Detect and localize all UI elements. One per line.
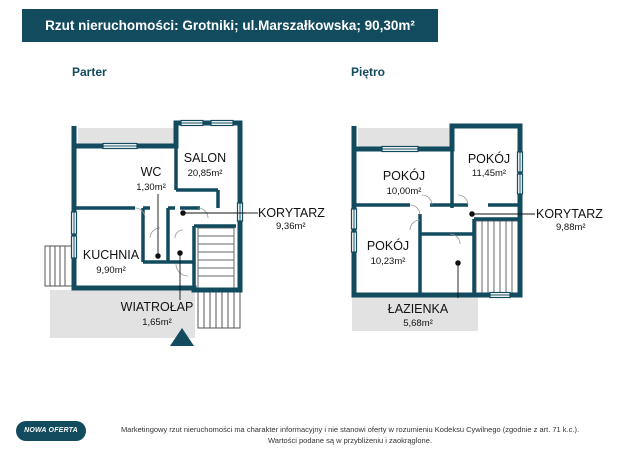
disclaimer-line-1: Marketingowy rzut nieruchomości ma charakter informacyjny i nie stanowi oferty w rozumieniu Kodeksu Cywilnego (zgodnie z art. 71 k.c.). bbox=[120, 425, 580, 434]
side-stairs bbox=[45, 246, 72, 286]
nowa-oferta-logo bbox=[16, 421, 86, 441]
upper-stairs bbox=[476, 221, 518, 293]
room-pokoj2-area: 11,45m² bbox=[471, 168, 507, 179]
room-salon-name: SALON bbox=[183, 151, 227, 165]
entrance-stairs bbox=[198, 290, 240, 328]
upper-floor-plan bbox=[352, 126, 604, 331]
ground-floor-heading: Parter bbox=[72, 65, 107, 79]
interior-stairs bbox=[198, 228, 234, 288]
room-salon-area: 20,85m² bbox=[187, 168, 223, 179]
terrace-top bbox=[78, 128, 176, 144]
room-pokoj3-name: POKÓJ bbox=[366, 239, 410, 253]
room-korytarz-upper-area: 9,88m² bbox=[556, 222, 586, 233]
room-wiatrolap-area: 1,65m² bbox=[142, 317, 172, 328]
room-korytarz-ground-name: KORYTARZ bbox=[258, 206, 325, 220]
room-wc-area: 1,30m² bbox=[136, 182, 166, 193]
room-wiatrolap-name: WIATROŁAP bbox=[120, 300, 194, 314]
room-korytarz-ground-area: 9,36m² bbox=[276, 221, 306, 232]
room-wc-name: WC bbox=[140, 165, 162, 179]
page-title: Rzut nieruchomości: Grotniki; ul.Marszałkowska; 90,30m² bbox=[45, 18, 415, 33]
room-pokoj1-name: POKÓJ bbox=[382, 169, 426, 183]
room-pokoj2-name: POKÓJ bbox=[467, 152, 511, 166]
room-lazienka-name: ŁAZIENKA bbox=[387, 302, 449, 316]
room-kuchnia-area: 9,90m² bbox=[96, 265, 126, 276]
terrace-bottom bbox=[50, 290, 195, 338]
logo-text: NOWA OFERTA bbox=[24, 427, 78, 434]
room-kuchnia-name: KUCHNIA bbox=[82, 248, 140, 262]
ground-door-swings bbox=[135, 208, 208, 276]
ground-floor-plan bbox=[45, 121, 325, 347]
room-pokoj3-area: 10,23m² bbox=[370, 256, 406, 267]
room-korytarz-upper-name: KORYTARZ bbox=[536, 207, 603, 221]
room-lazienka-area: 5,68m² bbox=[403, 318, 433, 329]
room-pokoj1-area: 10,00m² bbox=[386, 186, 422, 197]
disclaimer-line-2: Wartości podane są w przybliżeniu i zaokrąglone. bbox=[268, 436, 432, 445]
upper-floor-heading: Piętro bbox=[351, 65, 386, 79]
balcony-top bbox=[358, 128, 450, 147]
